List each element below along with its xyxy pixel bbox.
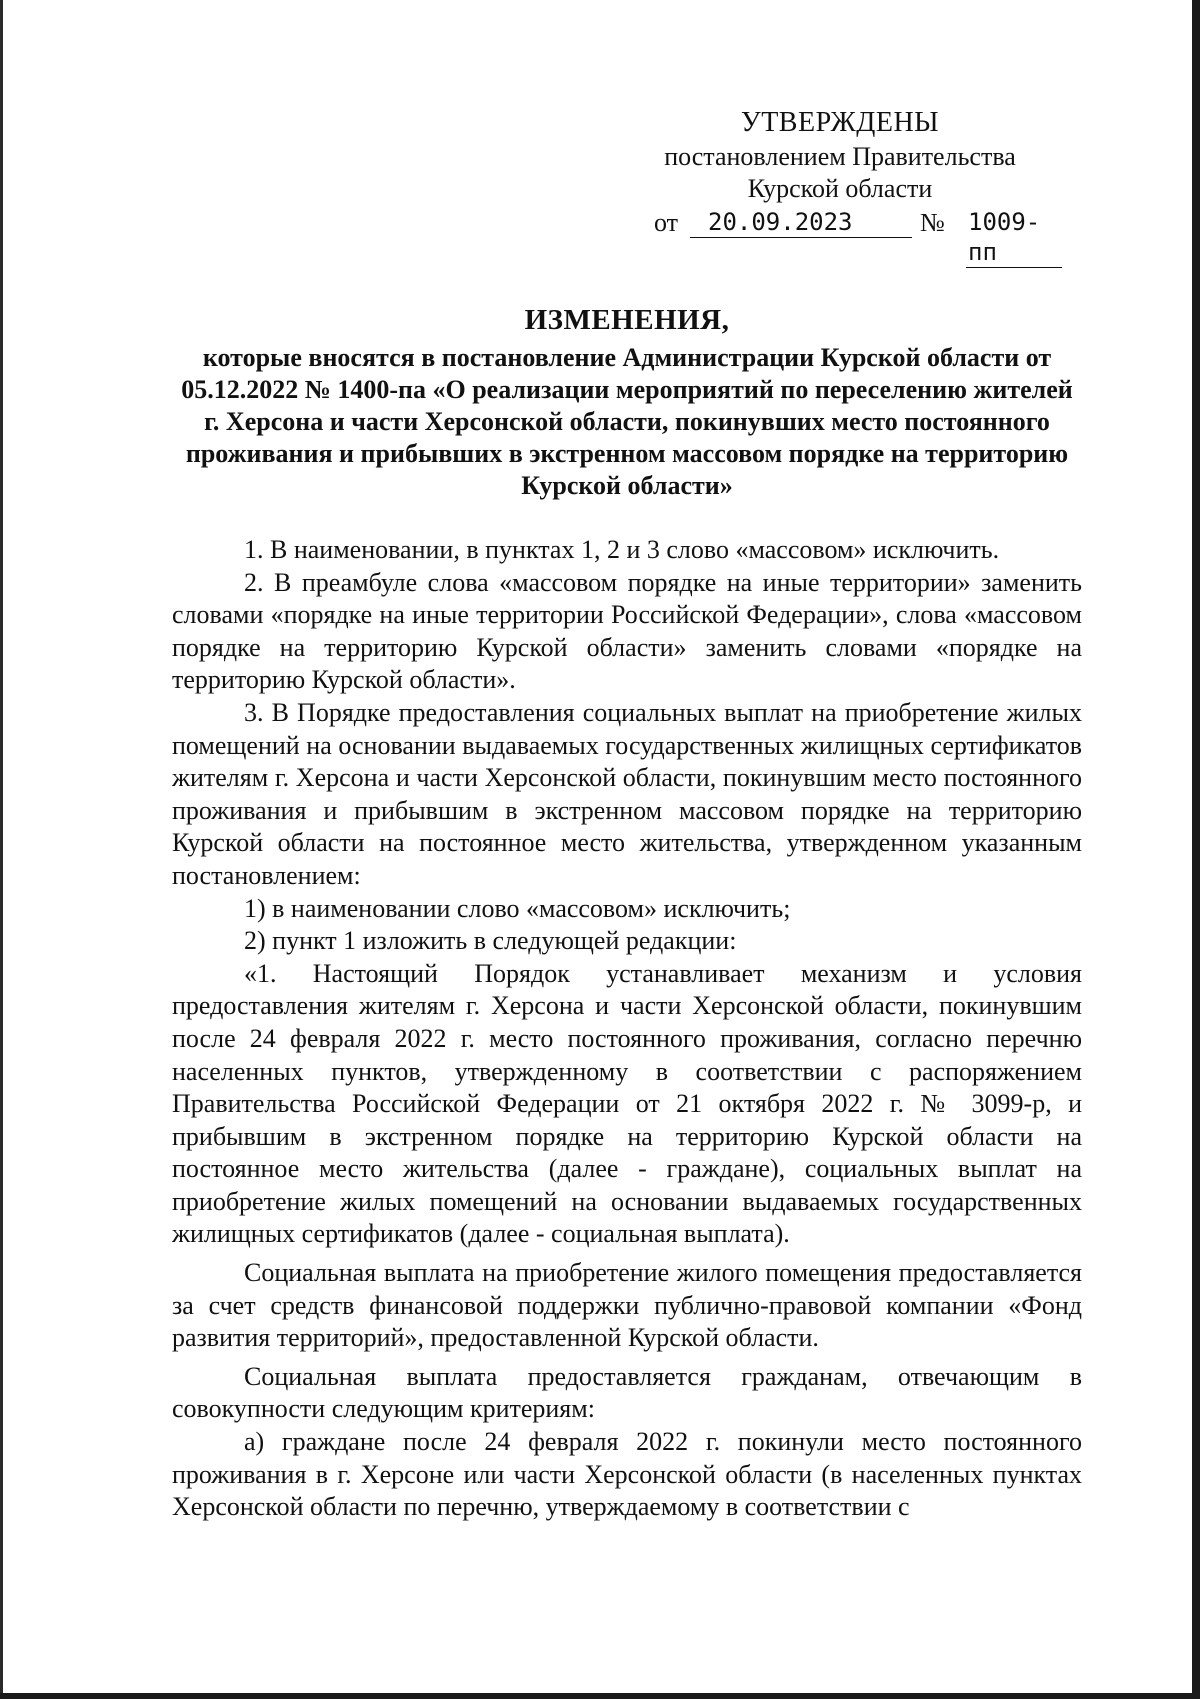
approval-number: 1009-пп: [966, 207, 1062, 268]
approval-stamp-block: [620, 107, 1060, 266]
paragraph-1: 1. В наименовании, в пунктах 1, 2 и 3 слово «массовом» исключить.: [244, 535, 1000, 564]
paragraph-7: Социальная выплата на приобретение жилого помещения предоставляется за счет средств финансовой поддержки публично-правовой компании «Фонд развития территорий», предоставленной Курской области.: [172, 1258, 1082, 1353]
scan-edge-right: [1192, 0, 1200, 1699]
paragraph-2: 2. В преамбуле слова «массовом порядке на иные территории» заменить словами «порядке на иные территории Российской Федерации», слова «массовом порядке на территорию Курской области» заменить словами «порядке на территорию Курской области».: [172, 567, 1082, 695]
document-title: ИЗМЕНЕНИЯ,: [524, 304, 730, 336]
document-heading: [172, 302, 1082, 502]
paragraph-3: 3. В Порядке предоставления социальных выплат на приобретение жилых помещений на основании выдаваемых государственных жилищных сертификатов жителям г. Херсона и части Херсонской области, покинувшим место постоянного проживания и прибывшим в экстренном массовом порядке на территорию Курской области на постоянное место жительства, утвержденном указанным постановлением:: [172, 697, 1082, 890]
date-prefix: от: [654, 208, 679, 237]
paragraph-8: Социальная выплата предоставляется гражданам, отвечающим в совокупности следующим критериям:: [172, 1361, 1082, 1424]
approval-date: 20.09.2023: [690, 207, 912, 238]
approval-title: УТВЕРЖДЕНЫ: [740, 107, 940, 138]
paragraph-5: 2) пункт 1 изложить в следующей редакции:: [244, 926, 737, 956]
number-prefix: №: [920, 208, 945, 237]
document-subtitle: которые вносятся в постановление Администрации Курской области от 05.12.2022 № 1400-па «О реализации мероприятий по переселению жителей г. Херсона и части Херсонской области, покинувших место постоянного проживания и прибывших в экстренном массовом порядке на территорию Курской области»: [181, 343, 1073, 500]
approval-line-2: Курской области: [747, 174, 933, 203]
paragraph-9: а) граждане после 24 февраля 2022 г. покинули место постоянного проживания в г. Херсоне или части Херсонской области (в населенных пунктах Херсонской области по перечню, утверждаемому в соответствии с: [172, 1427, 1082, 1522]
paragraph-4: 1) в наименовании слово «массовом» исключить;: [244, 893, 791, 923]
approval-date-row: [620, 207, 1060, 266]
scan-edge-left: [0, 0, 3, 1699]
document-body: [172, 534, 1082, 1524]
paragraph-6: «1. Настоящий Порядок устанавливает механизм и условия предоставления жителям г. Херсона и части Херсонской области, покинувшим после 24 февраля 2022 г. место постоянного проживания, согласно перечню населенных пунктов, утвержденному в соответствии с распоряжением Правительства Российской Федерации от 21 октября 2022 г. № 3099-р, и прибывшим в экстренном порядке на территорию Курской области на постоянное место жительства (далее - граждане), социальных выплат на приобретение жилых помещений на основании выдаваемых государственных жилищных сертификатов (далее - социальная выплата).: [172, 958, 1082, 1249]
approval-line-1: постановлением Правительства: [664, 142, 1016, 171]
scan-edge-bottom: [0, 1693, 1200, 1699]
